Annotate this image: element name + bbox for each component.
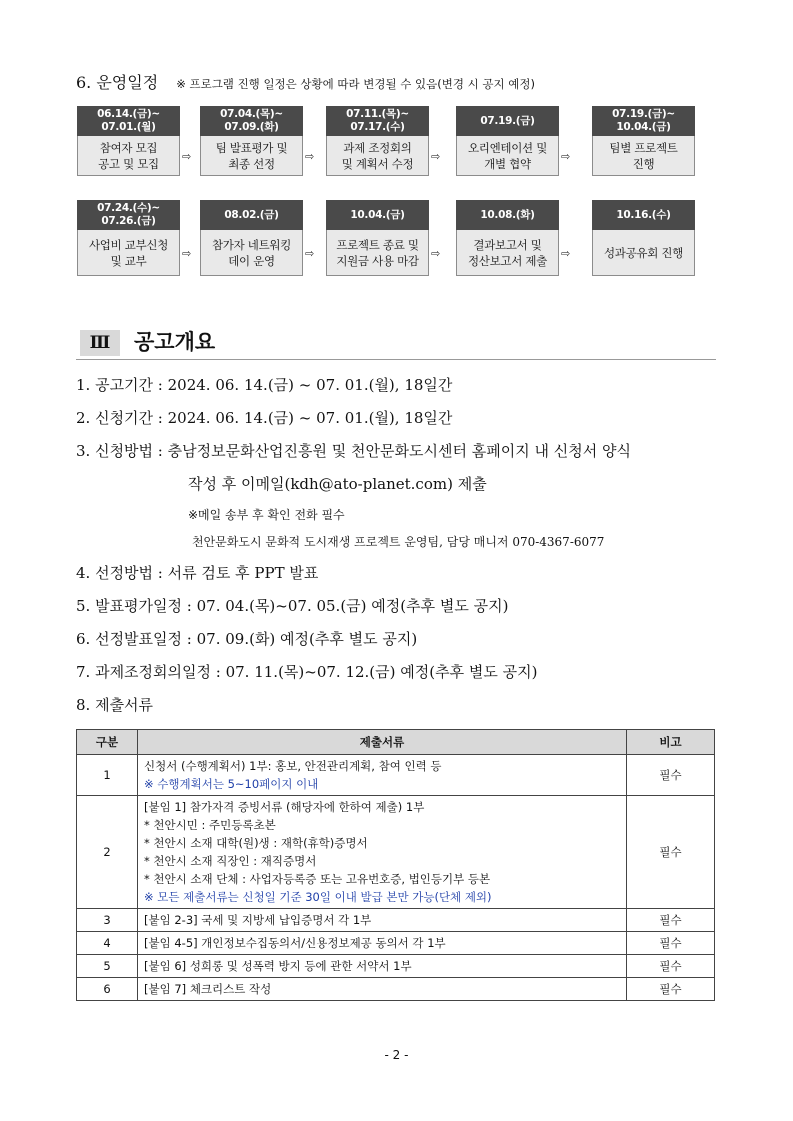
arrow-right-icon: ⇨ [182,247,192,260]
step-date: 07.19.(금)~ 10.04.(금) [592,106,695,136]
schedule-step [200,200,303,276]
item-meeting-schedule: 7. 과제조정회의일정 : 07. 11.(목)~07. 12.(금) 예정(추후 별도 공지) [76,663,538,681]
document-line: [붙임 4-5] 개인정보수집동의서/신용정보제공 동의서 각 1부 [144,936,446,950]
document-line: * 천안시 소재 대학(원)생 : 재학(휴학)증명서 [144,836,368,850]
header-remarks: 비고 [627,730,715,755]
schedule-step [592,200,695,276]
item-notice-period: 1. 공고기간 : 2024. 06. 14.(금) ~ 07. 01.(월), 18일간 [76,376,453,394]
row-remark: 필수 [627,909,715,932]
schedule-step [456,106,559,176]
row-documents [138,909,627,932]
document-line: [붙임 2-3] 국세 및 지방세 납입증명서 각 1부 [144,913,372,927]
arrow-right-icon: ⇨ [431,247,441,260]
documents-table [76,729,715,1001]
section-header [76,326,716,360]
step-date: 07.11.(목)~ 07.17.(수) [326,106,429,136]
item-documents: 8. 제출서류 [76,696,154,714]
document-note: ※ 수행계획서는 5~10페이지 이내 [144,777,319,791]
step-date: 08.02.(금) [200,200,303,230]
row-documents [138,955,627,978]
schedule-step [326,200,429,276]
table-row [77,796,715,909]
table-row [77,932,715,955]
schedule-step [77,200,180,276]
item-contact: 천안문화도시 문화적 도시재생 프로젝트 운영팀, 담당 매니저 070-4367-6077 [192,535,605,549]
step-description: 참가자 네트워킹 데이 운영 [200,230,303,276]
section-number: Ⅲ [80,330,120,356]
step-date: 07.19.(금) [456,106,559,136]
row-number: 2 [77,796,138,909]
step-description: 결과보고서 및 정산보고서 제출 [456,230,559,276]
schedule-step [326,106,429,176]
row-number: 4 [77,932,138,955]
schedule-step [592,106,695,176]
table-row [77,909,715,932]
item-announce-schedule: 6. 선정발표일정 : 07. 09.(화) 예정(추후 별도 공지) [76,630,418,648]
document-line: * 천안시 소재 직장인 : 재직증명서 [144,854,317,868]
schedule-note: ※ 프로그램 진행 일정은 상황에 따라 변경될 수 있음(변경 시 공지 예정) [176,77,535,91]
step-date: 06.14.(금)~ 07.01.(월) [77,106,180,136]
step-date: 10.08.(화) [456,200,559,230]
item-eval-schedule: 5. 발표평가일정 : 07. 04.(목)~07. 05.(금) 예정(추후 별도 공지) [76,597,509,615]
row-documents [138,755,627,796]
step-description: 팀 발표평가 및 최종 선정 [200,136,303,176]
step-description: 참여자 모집 공고 및 모집 [77,136,180,176]
row-number: 6 [77,978,138,1001]
document-line: [붙임 1] 참가자격 증빙서류 (해당자에 한하여 제출) 1부 [144,800,425,814]
row-remark: 필수 [627,955,715,978]
row-documents [138,932,627,955]
step-description: 과제 조정회의 및 계획서 수정 [326,136,429,176]
step-date: 07.04.(목)~ 07.09.(화) [200,106,303,136]
step-description: 프로젝트 종료 및 지원금 사용 마감 [326,230,429,276]
row-remark: 필수 [627,932,715,955]
table-row [77,978,715,1001]
arrow-right-icon: ⇨ [561,247,571,260]
document-line: [붙임 7] 체크리스트 작성 [144,982,272,996]
step-description: 오리엔테이션 및 개별 협약 [456,136,559,176]
section-title: 공고개요 [134,330,216,354]
item-application-method-cont: 작성 후 이메일(kdh@ato-planet.com) 제출 [188,475,487,493]
row-number: 3 [77,909,138,932]
table-header-row [77,730,715,755]
step-description: 팀별 프로젝트 진행 [592,136,695,176]
row-number: 1 [77,755,138,796]
row-documents [138,978,627,1001]
row-remark: 필수 [627,755,715,796]
document-line: 신청서 (수행계획서) 1부: 홍보, 안전관리계획, 참여 인력 등 [144,759,442,773]
item-application-period: 2. 신청기간 : 2024. 06. 14.(금) ~ 07. 01.(월), 18일간 [76,409,453,427]
schedule-title: 6. 운영일정 [76,73,159,92]
arrow-right-icon: ⇨ [305,247,315,260]
row-remark: 필수 [627,796,715,909]
table-row [77,955,715,978]
step-date: 10.16.(수) [592,200,695,230]
schedule-step [77,106,180,176]
document-line: * 천안시민 : 주민등록초본 [144,818,276,832]
row-number: 5 [77,955,138,978]
arrow-right-icon: ⇨ [305,150,315,163]
arrow-right-icon: ⇨ [561,150,571,163]
step-description: 성과공유회 진행 [592,230,695,276]
step-description: 사업비 교부신청 및 교부 [77,230,180,276]
schedule-step [200,106,303,176]
page-number: - 2 - [384,1048,409,1062]
row-remark: 필수 [627,978,715,1001]
schedule-step [456,200,559,276]
schedule-heading [76,70,535,93]
table-row [77,755,715,796]
header-category: 구분 [77,730,138,755]
step-date: 10.04.(금) [326,200,429,230]
row-documents [138,796,627,909]
document-note: ※ 모든 제출서류는 신청일 기준 30일 이내 발급 본만 가능(단체 제외) [144,890,492,904]
document-line: [붙임 6] 성희롱 및 성폭력 방지 등에 관한 서약서 1부 [144,959,412,973]
item-mail-note: ※메일 송부 후 확인 전화 필수 [188,508,345,522]
document-line: * 천안시 소재 단체 : 사업자등록증 또는 고유번호증, 법인등기부 등본 [144,872,491,886]
item-selection-method: 4. 선정방법 : 서류 검토 후 PPT 발표 [76,564,319,582]
step-date: 07.24.(수)~ 07.26.(금) [77,200,180,230]
item-application-method: 3. 신청방법 : 충남정보문화산업진흥원 및 천안문화도시센터 홈페이지 내 신청서 양식 [76,442,631,460]
arrow-right-icon: ⇨ [431,150,441,163]
header-documents: 제출서류 [138,730,627,755]
arrow-right-icon: ⇨ [182,150,192,163]
